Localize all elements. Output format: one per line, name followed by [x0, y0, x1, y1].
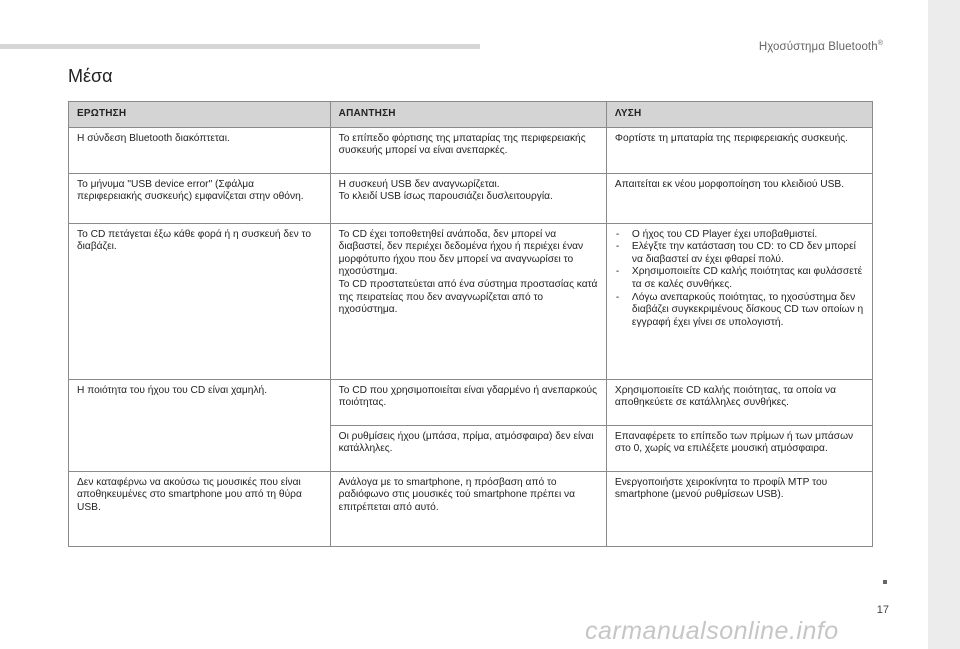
table-header-row — [69, 102, 873, 128]
list-item: - Ο ήχος του CD Player έχει υποβαθμιστεί. — [615, 229, 864, 242]
answer-cell — [330, 173, 606, 223]
answer-cell — [330, 425, 606, 471]
question-cell: Δεν καταφέρνω να ακούσω τις μουσικές που είναι αποθηκευμένες στο smartphone μου από τη θύρα USB. — [69, 471, 331, 546]
header-solution: ΛΥΣΗ — [606, 102, 872, 128]
answer-text: Η συσκευή USB δεν αναγνωρίζεται. — [338, 178, 500, 190]
side-strip — [928, 0, 960, 649]
answer-text: Το CD που χρησιμοποιείται είναι γδαρμένο ή ανεπαρκούς ποιότητας. — [338, 384, 598, 409]
solution-cell: Ενεργοποιήστε χειροκίνητα το προφίλ MTP του smartphone (μενού ρυθμίσεων USB). — [606, 471, 872, 546]
answer-text: Το επίπεδο φόρτισης της μπαταρίας της περιφερειακής συσκευής μπορεί να είναι ανεπαρκές. — [338, 132, 586, 157]
table-row — [69, 223, 873, 379]
list-item: - Λόγω ανεπαρκούς ποιότητας, το ηχοσύστημα δεν διαβάζει συγκεκριμένους δίσκους CD των οποίων η εγγραφή έχει γίνει σε υπολογιστή. — [615, 292, 864, 330]
answer-cell — [330, 471, 606, 546]
table-row — [69, 471, 873, 546]
answer-text: Το CD έχει τοποθετηθεί ανάποδα, δεν μπορεί να διαβαστεί, δεν περιέχει δεδομένα ήχου ή περιέχει έναν μορφότυπο ήχου που δεν μπορεί να αναγνωρίσει το ηχοσύστημα. — [338, 228, 584, 278]
registered-mark: ® — [877, 40, 883, 47]
question-cell: Η σύνδεση Bluetooth διακόπτεται. — [69, 127, 331, 173]
table-row — [69, 127, 873, 173]
solution-list — [615, 229, 864, 330]
answer-cell — [330, 127, 606, 173]
faq-table — [68, 101, 873, 547]
solution-cell: Επαναφέρετε το επίπεδο των πρίμων ή των μπάσων στο 0, χωρίς να επιλέξετε μουσική ατμόσφαιρα. — [606, 425, 872, 471]
page-number: 17 — [876, 604, 889, 616]
answer-text: Ανάλογα με το smartphone, η πρόσβαση από το ραδιόφωνο στις μουσικές τού smartphone πρέπει να επιτρέπεται από αυτό. — [338, 476, 576, 513]
solution-cell: Χρησιμοποιείτε CD καλής ποιότητας, τα οποία να αποθηκεύετε σε κατάλληλες συνθήκες. — [606, 379, 872, 425]
question-cell: Η ποιότητα του ήχου του CD είναι χαμηλή. — [69, 379, 331, 471]
section-title: Μέσα — [68, 66, 113, 86]
question-cell: Το CD πετάγεται έξω κάθε φορά ή η συσκευή δεν το διαβάζει. — [69, 223, 331, 379]
solution-cell: Φορτίστε τη μπαταρία της περιφερειακής συσκευής. — [606, 127, 872, 173]
list-item: - Ελέγξτε την κατάσταση του CD: το CD δεν μπορεί να διαβαστεί αν έχει φθαρεί πολύ. — [615, 241, 864, 266]
answer-cell — [330, 379, 606, 425]
question-cell: Το μήνυμα "USB device error" (Σφάλμα περιφερειακής συσκευής) εμφανίζεται στην οθόνη. — [69, 173, 331, 223]
answer-cell — [330, 223, 606, 379]
header-answer: ΑΠΑΝΤΗΣΗ — [330, 102, 606, 128]
running-header — [759, 40, 883, 53]
solution-cell: Απαιτείται εκ νέου μορφοποίηση του κλειδιού USB. — [606, 173, 872, 223]
answer-text: Το CD προστατεύεται από ένα σύστημα προστασίας κατά της πειρατείας που δεν αναγνωρίζεται από το ηχοσύστημα. — [338, 278, 598, 316]
watermark: carmanualsonline.info — [585, 617, 839, 645]
answer-text: Το κλειδί USB ίσως παρουσιάζει δυσλειτουργία. — [338, 191, 553, 203]
list-item: - Χρησιμοποιείτε CD καλής ποιότητας και φυλάσσετέ τα σε καλές συνθήκες. — [615, 266, 864, 291]
table-row — [69, 379, 873, 425]
answer-text: Οι ρυθμίσεις ήχου (μπάσα, πρίμα, ατμόσφαιρα) δεν είναι κατάλληλες. — [338, 430, 594, 455]
solution-cell — [606, 223, 872, 379]
header-question: ΕΡΩΤΗΣΗ — [69, 102, 331, 128]
top-rule — [0, 44, 480, 49]
running-header-text: Ηχοσύστημα Bluetooth — [758, 40, 878, 53]
page-marker — [883, 580, 887, 584]
table-row — [69, 173, 873, 223]
